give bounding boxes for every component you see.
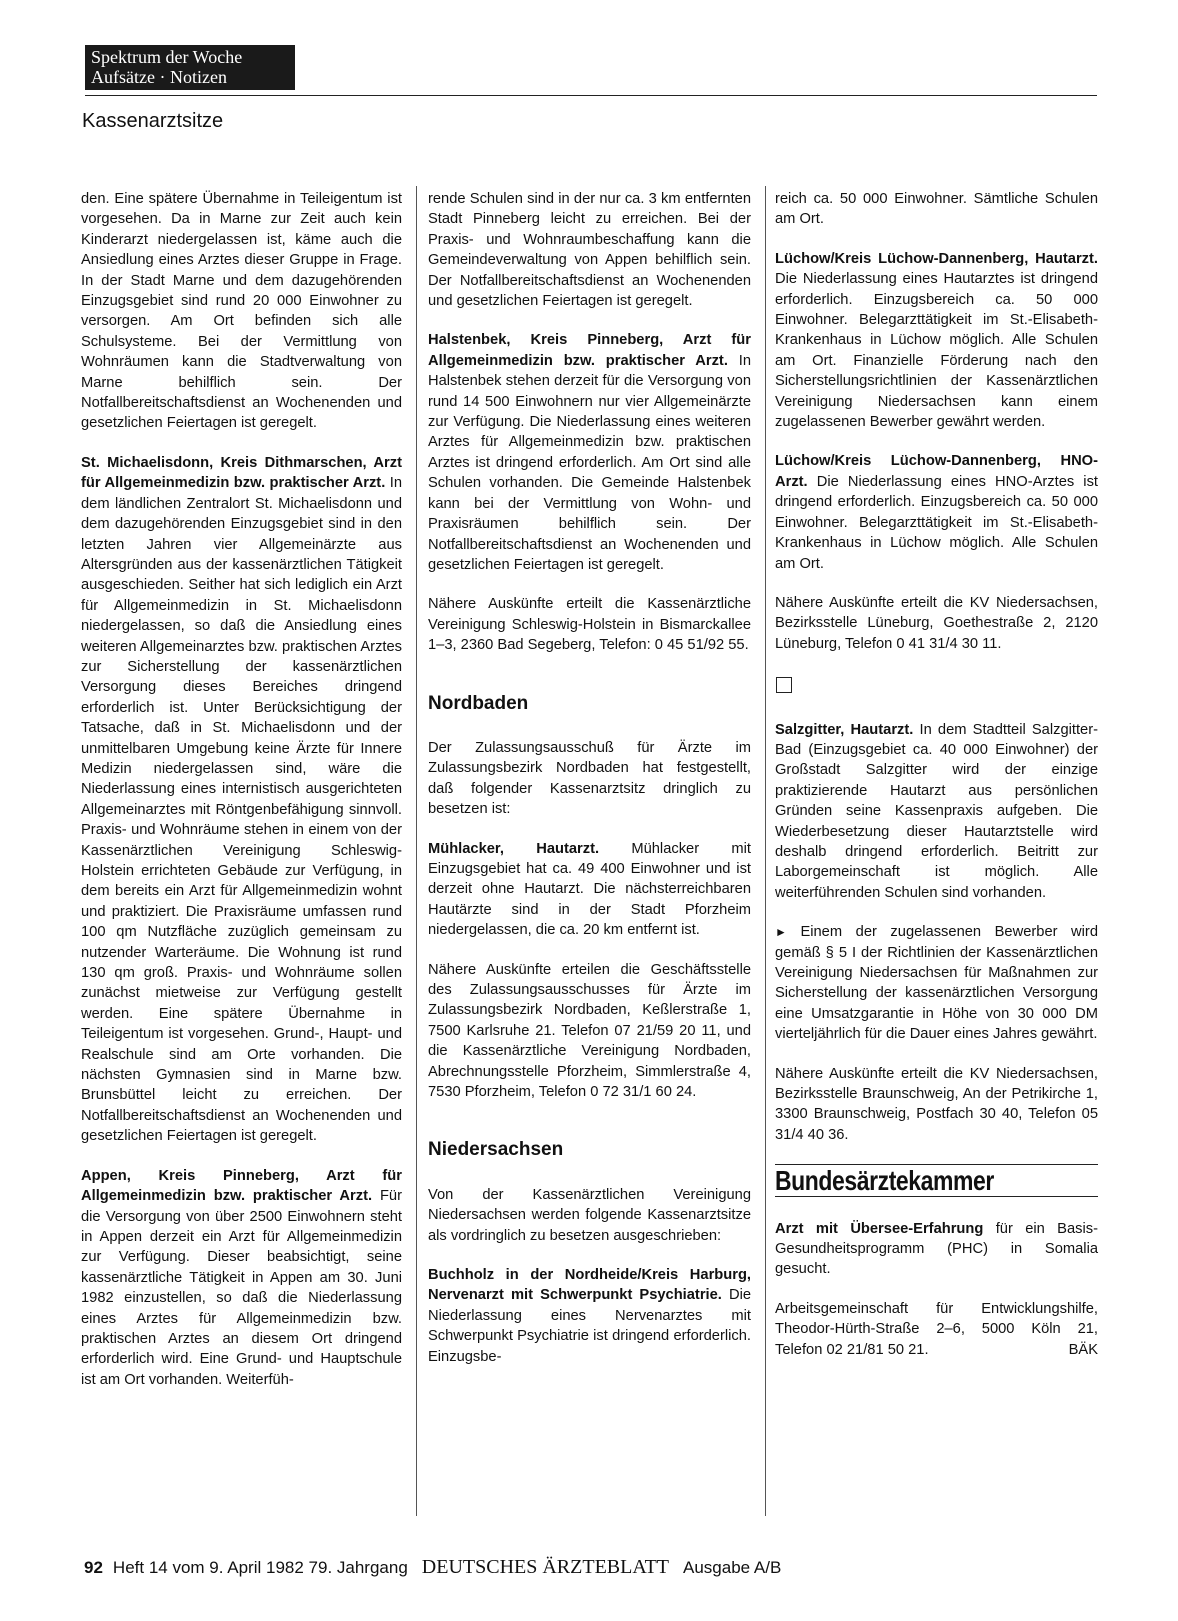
paragraph: rende Schulen sind in der nur ca. 3 km entfernten Stadt Pinneberg leicht zu erreichen. Bei der Praxis- und Wohnraumbeschaffung kann die Gemeindeverwaltung von Appen behilflich sein. Der Notfallbereitschaftsdienst an Wochenenden und gesetzlichen Feiertagen ist geregelt. xyxy=(428,191,751,310)
paragraph: den. Eine spätere Übernahme in Teileigentum ist vorgesehen. Da in Marne zur Zeit auch kein Kinderarzt niedergelassen ist, käme auch die Ansiedlung eines Arztes dieser Gruppe in Frage. In der Stadt Marne und dem dazugehörenden Einzugsgebiet sind rund 20 000 Einwohner zu versorgen. Am Ort befinden sich alle Schulsysteme. Bei der Vermittlung von Wohnräumen kann die Stadtverwaltung von Marne behilflich sein. Der Notfallbereitschaftsdienst an Wochenenden und gesetzlichen Feiertagen ist geregelt. xyxy=(81,191,402,432)
listing-buchholz: Buchholz in der Nordheide/Kreis Harburg, Nervenarzt mit Schwerpunkt Psychiatrie. Die Niederlassung eines Nervenarztes mit Schwerpunkt Psychiatrie ist dringend erforderlich. Einzugsbe- xyxy=(428,1267,751,1365)
listing-heading: Salzgitter, Hautarzt. xyxy=(775,721,914,738)
magazine-name: DEUTSCHES ÄRZTEBLATT xyxy=(421,1556,669,1578)
page-footer xyxy=(84,1556,781,1579)
section-badge xyxy=(85,45,295,90)
edition-info: Ausgabe A/B xyxy=(683,1558,782,1577)
signature-abbrev: BÄK xyxy=(1068,1341,1098,1358)
listing-heading: Appen, Kreis Pinneberg, Arzt für Allgemeinmedizin bzw. praktischer Arzt. xyxy=(81,1167,402,1205)
column-divider-1 xyxy=(416,186,417,1516)
listing-heading: Mühlacker, Hautarzt. xyxy=(428,840,600,857)
column-3 xyxy=(775,189,1098,1379)
contact-paragraph: Nähere Auskünfte erteilt die KV Niedersachsen, Bezirksstelle Braunschweig, An der Petrikirche 1, 3300 Braunschweig, Postfach 30 40, Telefon 05 31/4 40 36. xyxy=(775,1065,1098,1143)
header-rule xyxy=(85,95,1097,96)
listing-heading: Halstenbek, Kreis Pinneberg, Arzt für Allgemeinmedizin bzw. praktischer Arzt. xyxy=(428,332,751,369)
column-1 xyxy=(81,189,402,1409)
contact-paragraph: Arbeitsgemeinschaft für Entwicklungshilfe, Theodor-Hürth-Straße 2–6, 5000 Köln 21, Telefon 02 21/81 50 21. BÄK xyxy=(775,1299,1098,1360)
page-number: 92 xyxy=(84,1558,103,1577)
issue-info: Heft 14 vom 9. April 1982 79. Jahrgang xyxy=(112,1558,408,1577)
listing-heading: Arzt mit Übersee-Erfahrung xyxy=(775,1220,984,1237)
listing-heading: Buchholz in der Nordheide/Kreis Harburg, Nervenarzt mit Schwerpunkt Psychiatrie. xyxy=(428,1267,751,1304)
paragraph: Der Zulassungsausschuß für Ärzte im Zulassungsbezirk Nordbaden hat festgestellt, daß folgender Kassenarztsitz dringlich zu besetzen ist: xyxy=(428,739,751,818)
listing-heading: St. Michaelisdonn, Kreis Dithmarschen, Arzt für Allgemeinmedizin bzw. praktischer Arzt. xyxy=(81,454,402,492)
paragraph: Von der Kassenärztlichen Vereinigung Niedersachsen werden folgende Kassenarztsitze als vordringlich zu besetzen ausgeschrieben: xyxy=(428,1186,751,1244)
region-heading-nordbaden: Nordbaden xyxy=(428,692,529,714)
listing-luechow-hno: Lüchow/Kreis Lüchow-Dannenberg, HNO-Arzt. Die Niederlassung eines HNO-Arztes ist dringend erforderlich. Einzugsbereich ca. 50 000 Einwohner. Belegarzttätigkeit im St.-Elisabeth-Krankenhaus in Lüchow möglich. Alle Schulen am Ort. xyxy=(775,453,1098,572)
region-heading-niedersachsen: Niedersachsen xyxy=(428,1139,564,1161)
paragraph: reich ca. 50 000 Einwohner. Sämtliche Schulen am Ort. xyxy=(775,191,1098,228)
listing-somalia: Arzt mit Übersee-Erfahrung für ein Basis-Gesundheitsprogramm (PHC) in Somalia gesucht. xyxy=(775,1220,1098,1278)
bundesaerztekammer-heading: Bundesärztekammer xyxy=(775,1165,994,1197)
badge-line-2: Aufsätze · Notizen xyxy=(91,67,227,87)
contact-paragraph: Nähere Auskünfte erteilt die KV Niedersachsen, Bezirksstelle Lüneburg, Goethestraße 2, 2120 Lüneburg, Telefon 0 41 31/4 30 11. xyxy=(775,594,1098,652)
listing-halstenbek: Halstenbek, Kreis Pinneberg, Arzt für Allgemeinmedizin bzw. praktischer Arzt. In Halstenbek stehen derzeit für die Versorgung von rund 14 500 Einwohnern nur vier Allgemeinärzte zur Verfügung. Die Niederlassung eines weiteren Arztes für Allgemeinmedizin bzw. praktischen Arztes ist dringend erforderlich. Am Ort sind alle Schulen vorhanden. Die Gemeinde Halstenbek kann bei der Vermittlung von Wohn- und Praxisräumen behilflich sein. Der Notfallbereitschaftsdienst an Wochenenden und gesetzlichen Feiertagen ist geregelt. xyxy=(428,332,751,573)
triangle-bullet-icon: ► xyxy=(775,925,787,940)
contact-paragraph: Nähere Auskünfte erteilt die Kassenärztliche Vereinigung Schleswig-Holstein in Bismarckallee 1–3, 2360 Bad Segeberg, Telefon: 0 45 51/92 55. xyxy=(428,596,751,654)
listing-muehlacker: Mühlacker, Hautarzt. Mühlacker mit Einzugsgebiet hat ca. 49 400 Einwohner und ist derzeit ohne Hautarzt. Die nächsterreichbaren Hautärzte sind in der Stadt Pforzheim niedergelassen, die ca. 20 km entfernt ist. xyxy=(428,840,751,939)
empty-box-icon xyxy=(776,677,792,693)
section-title: Kassenarztsitze xyxy=(82,110,224,132)
badge-line-1: Spektrum der Woche xyxy=(91,47,243,67)
listing-luechow-hautarzt: Lüchow/Kreis Lüchow-Dannenberg, Hautarzt. Die Niederlassung eines Hautarztes ist dringend erforderlich. Einzugsbereich ca. 50 000 Einwohner. Belegarzttätigkeit im St.-Elisabeth-Krankenhaus in Lüchow möglich. Alle Schulen am Ort. Finanzielle Förderung nach den Sicherstellungsrichtlinien der Kassenärztlichen Vereinigung Niedersachsen kann einem zugelassenen Bewerber gewährt werden. xyxy=(775,250,1098,431)
listing-heading: Lüchow/Kreis Lüchow-Dannenberg, HNO-Arzt. xyxy=(775,453,1098,490)
listing-heading: Lüchow/Kreis Lüchow-Dannenberg, Hautarzt. xyxy=(775,250,1098,267)
column-2 xyxy=(428,189,751,1386)
paragraph: ► Einem der zugelassenen Bewerber wird gemäß § 5 I der Richtlinien der Kassenärztlichen Vereinigung Niedersachsen für Maßnahmen zur Sicherstellung der kassenärztlichen Versorgung eine Umsatzgarantie in Höhe von 30 000 DM vierteljährlich für die Dauer eines Jahres gewährt. xyxy=(775,924,1098,1043)
listing-st-michaelisdonn: St. Michaelisdonn, Kreis Dithmarschen, Arzt für Allgemeinmedizin bzw. praktischer Arzt. In dem ländlichen Zentralort St. Michaelisdonn und dem dazugehörenden Einzugsgebiet sind in den letzten Jahren vier Allgemeinärzte aus Altersgründen aus der kassenärztlichen Tätigkeit ausgeschieden. Seither hat sich lediglich ein Arzt für Allgemeinmedizin in St. Michaelisdonn niedergelassen, so daß die Ansiedlung eines weiteren Allgemeinarztes bzw. praktischen Arztes zur Sicherstellung der kassenärztlichen Versorgung dieses Bereiches dringend erforderlich ist. Unter Berücksichtigung der Tatsache, daß in St. Michaelisdonn und der unmittelbaren Umgebung keine Ärzte für Innere Medizin niedergelassen sind, wäre die Niederlassung eines internistisch ausgerichteten Allgemeinarztes mit Röntgenbefähigung sinnvoll. Praxis- und Wohnräume stehen in einem von der Kassenärztlichen Vereinigung Schleswig-Holstein errichteten Gebäude zur Verfügung, in dem bereits ein Arzt für Allgemeinmedizin wohnt und praktiziert. Die Praxisräume umfassen rund 100 qm Nutzfläche zuzüglich gemeinsam zu nutzender Warteräume. Die Wohnung ist rund 130 qm groß. Praxis- und Wohnräume sollen zunächst mietweise zur Verfügung gestellt werden. Eine spätere Übernahme in Teileigentum ist vorgesehen. Grund-, Haupt- und Realschule sind am Orte vorhanden. Die nächsten Gymnasien sind in Marne bzw. Brunsbüttel leicht zu erreichen. Der Notfallbereitschaftsdienst an Wochenenden und gesetzlichen Feiertagen ist geregelt. xyxy=(81,454,402,1145)
listing-appen: Appen, Kreis Pinneberg, Arzt für Allgemeinmedizin bzw. praktischer Arzt. Für die Versorgung von über 2500 Einwohnern steht in Appen derzeit ein Arzt für Allgemeinmedizin zur Verfügung. Dieser beabsichtigt, seine kassenärztliche Tätigkeit in Appen am 30. Juni 1982 einzustellen, so daß die Niederlassung eines Arztes für Allgemeinmedizin bzw. praktischen Arztes an diesem Ort dringend erforderlich wird. Eine Grund- und Hauptschule ist am Ort vorhanden. Weiterfüh- xyxy=(81,1167,402,1388)
contact-paragraph: Nähere Auskünfte erteilen die Geschäftsstelle des Zulassungsausschusses für Ärzte im Zulassungsbezirk Nordbaden, Keßlerstraße 1, 7500 Karlsruhe 21. Telefon 07 21/59 20 11, und die Kassenärztliche Vereinigung Nordbaden, Abrechnungsstelle Pforzheim, Simmlerstraße 4, 7530 Pforzheim, Telefon 0 72 31/1 60 24. xyxy=(428,961,751,1101)
column-divider-2 xyxy=(765,186,766,1516)
listing-salzgitter: Salzgitter, Hautarzt. In dem Stadtteil Salzgitter-Bad (Einzugsgebiet ca. 40 000 Einwohner) der Großstadt Salzgitter wird der einzige praktizierende Hautarzt aus persönlichen Gründen seine Kassenpraxis aufgeben. Die Wiederbesetzung dieser Hautarztstelle wird deshalb dringend erforderlich. Beitritt zur Laborgemeinschaft ist möglich. Alle weiterführenden Schulen sind vorhanden. xyxy=(775,721,1098,901)
